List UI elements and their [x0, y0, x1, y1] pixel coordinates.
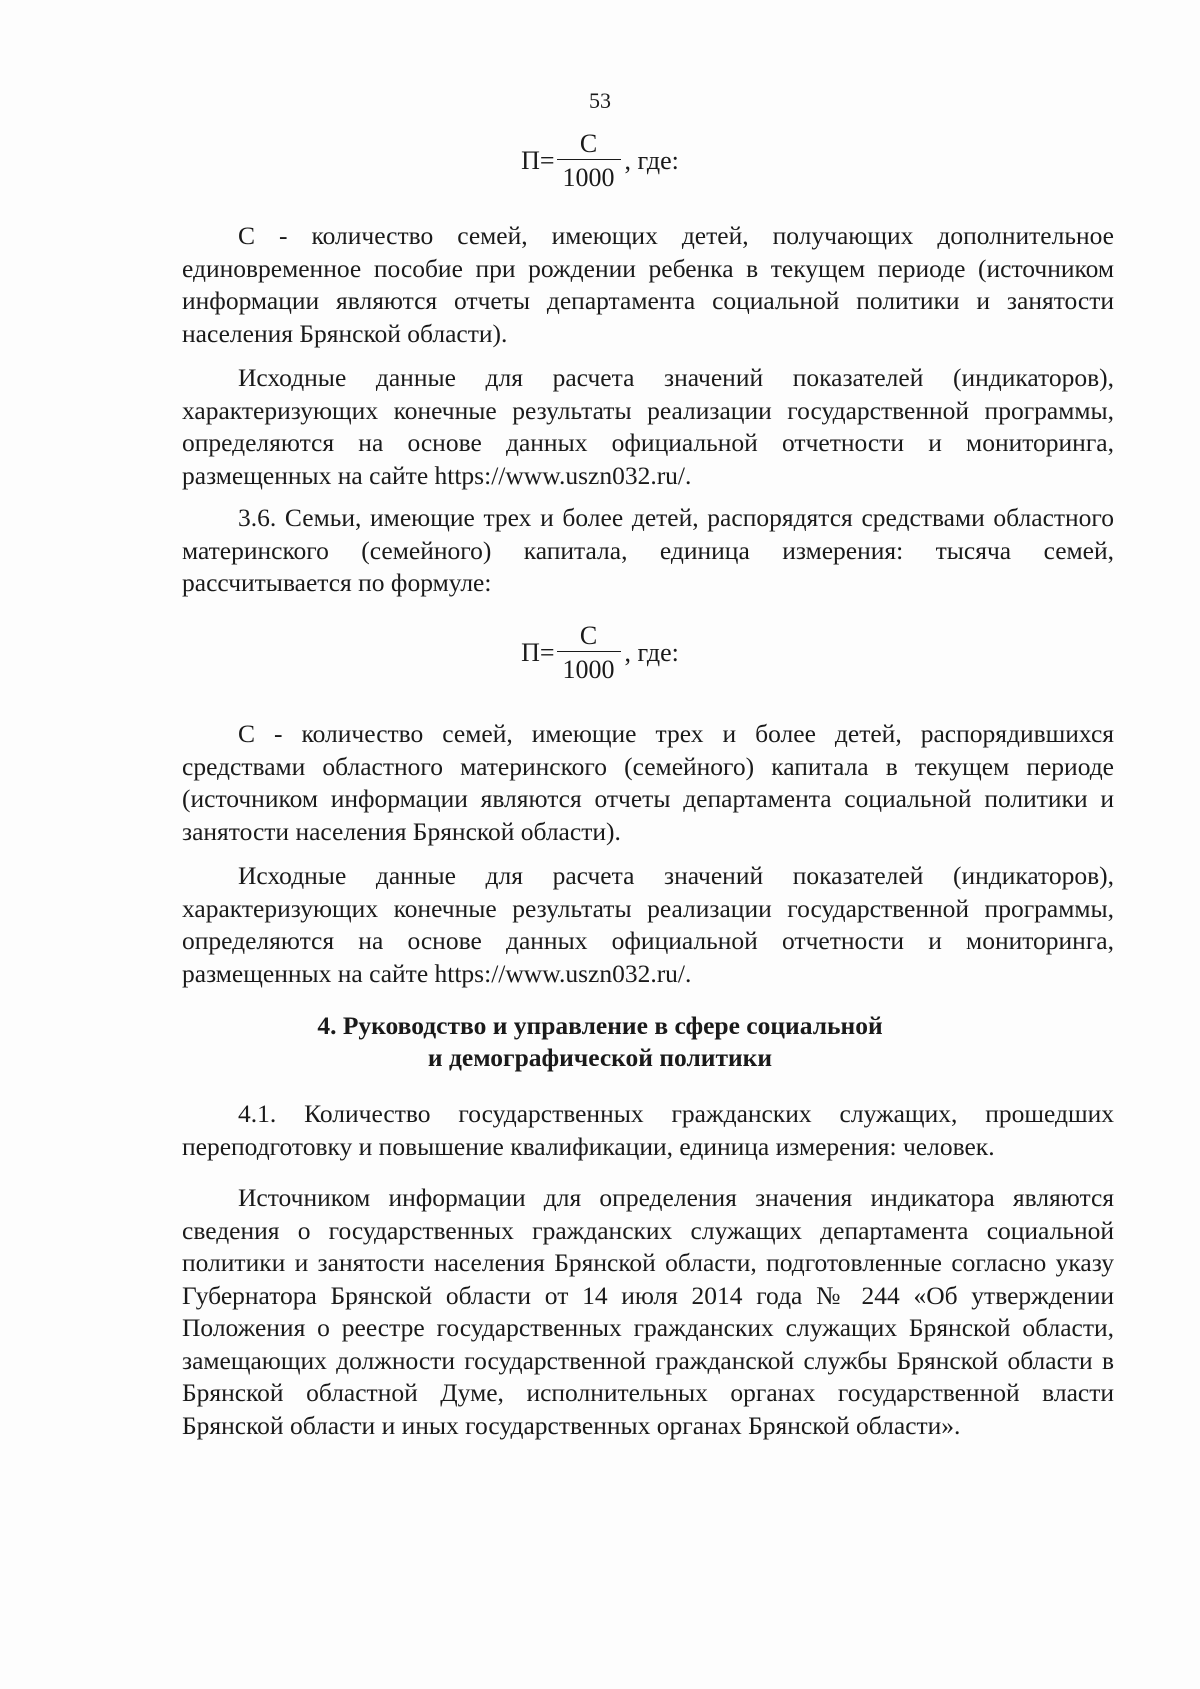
paragraph-4	[182, 718, 1114, 848]
paragraph-4-text: С - количество семей, имеющие трех и более детей, распорядившихся средствами областного материнского (семейного) капитала в текущем периоде (источником информации являются отчеты департамента социальной политики и занятости населения Брянской области).	[182, 719, 1114, 846]
formula-1-fraction	[557, 130, 621, 192]
paragraph-5	[182, 860, 1114, 990]
paragraph-2	[182, 362, 1114, 492]
formula-1	[0, 130, 1200, 192]
section-heading	[0, 1010, 1200, 1074]
section-heading-line-1: 4. Руководство и управление в сфере социальной	[317, 1011, 883, 1040]
formula-2-denominator: 1000	[562, 655, 615, 685]
formula-1-rhs: , где:	[624, 145, 679, 175]
paragraph-6-text: 4.1. Количество государственных гражданских служащих, прошедших переподготовку и повышение квалификации, единица измерения: человек.	[182, 1099, 1114, 1161]
formula-2-lhs: П=	[521, 637, 555, 667]
paragraph-1	[182, 220, 1114, 350]
paragraph-3	[182, 502, 1114, 600]
paragraph-7-text: Источником информации для определения значения индикатора являются сведения о государственных гражданских служащих департамента социальной политики и занятости населения Брянской области, подготовленные согласно указу Губернатора Брянской области от 14 июля 2014 года № 244 «Об утверждении Положения о реестре государственных гражданских служащих Брянской области, замещающих должности государственной гражданской службы Брянской области в Брянской областной Думе, исполнительных органах государственной власти Брянской области и иных государственных органах Брянской области».	[182, 1183, 1114, 1440]
page-number: 53	[589, 88, 611, 113]
section-heading-line-2: и демографической политики	[427, 1043, 773, 1072]
formula-2	[0, 622, 1200, 684]
formula-2-rhs: , где:	[624, 637, 679, 667]
formula-2-numerator: С	[557, 622, 621, 652]
formula-1-numerator: С	[557, 130, 621, 160]
paragraph-7	[182, 1182, 1114, 1442]
formula-1-lhs: П=	[521, 145, 555, 175]
paragraph-3-text: 3.6. Семьи, имеющие трех и более детей, распорядятся средствами областного материнского (семейного) капитала, единица измерения: тысяча семей, рассчитывается по формуле:	[182, 503, 1114, 597]
formula-2-fraction	[557, 622, 621, 684]
paragraph-1-text: С - количество семей, имеющих детей, получающих дополнительное единовременное пособие при рождении ребенка в текущем периоде (источником информации являются отчеты департамента социальной политики и занятости населения Брянской области).	[182, 221, 1114, 348]
paragraph-5-text: Исходные данные для расчета значений показателей (индикаторов), характеризующих конечные результаты реализации государственной программы, определяются на основе данных официальной отчетности и мониторинга, размещенных на сайте https://www.uszn032.ru/.	[182, 861, 1114, 988]
paragraph-6	[182, 1098, 1114, 1163]
formula-1-denominator: 1000	[562, 163, 615, 193]
paragraph-2-text: Исходные данные для расчета значений показателей (индикаторов), характеризующих конечные результаты реализации государственной программы, определяются на основе данных официальной отчетности и мониторинга, размещенных на сайте https://www.uszn032.ru/.	[182, 363, 1114, 490]
